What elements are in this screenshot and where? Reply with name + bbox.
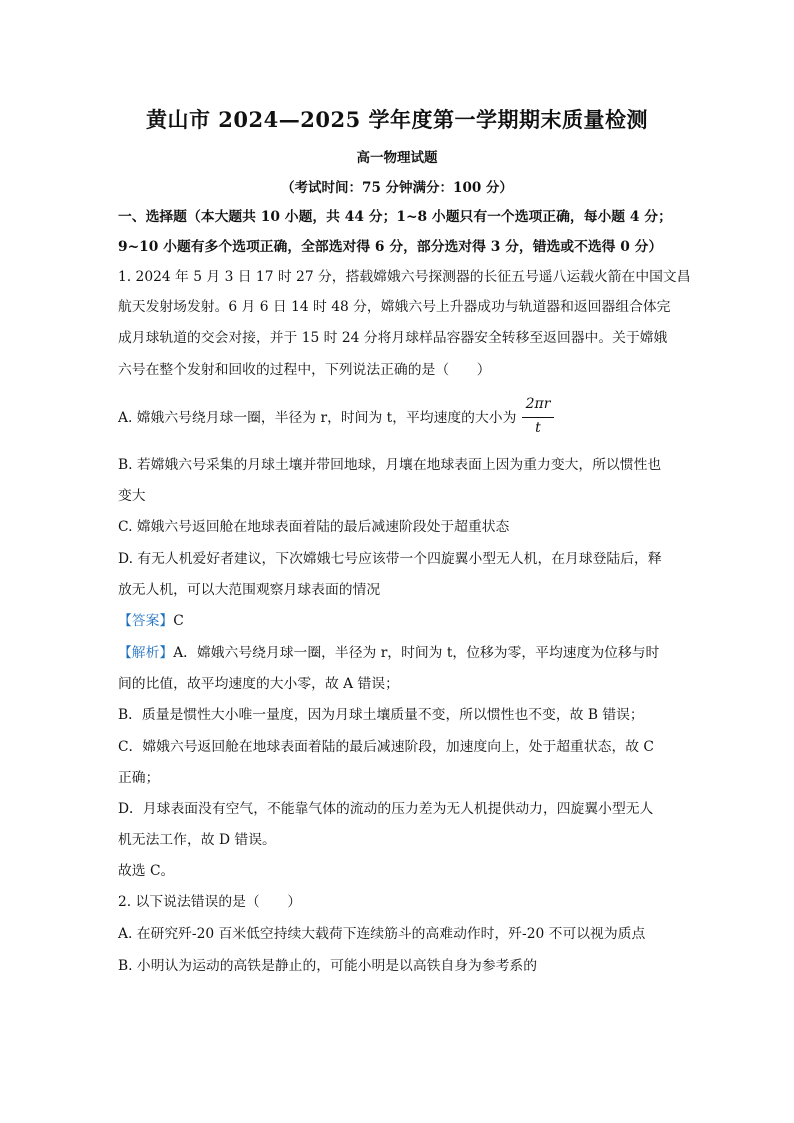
q1-analysis-line-2: 间的比值，故平均速度的大小零，故 A 错误； xyxy=(118,676,399,692)
q1-stem-line-1: 1. 2024 年 5 月 3 日 17 时 27 分，搭载嫦娥六号探测器的长征五号遥八运载火箭在中国文昌 xyxy=(118,269,691,285)
section-heading-line-1: 一、选择题（本大题共 10 小题，共 44 分；1~8 小题只有一个选项正确，每小题 4 分； xyxy=(118,209,672,225)
answer-value: C xyxy=(173,613,184,629)
q1-stem-line-2: 航天发射场发射。6 月 6 日 14 时 48 分，嫦娥六号上升器成功与轨道器和返回器组合体完 xyxy=(118,299,671,315)
analysis-tag: 【解析】 xyxy=(118,645,174,661)
q1-option-c: C. 嫦娥六号返回舱在地球表面着陆的最后减速阶段处于超重状态 xyxy=(118,519,510,535)
section-heading-line-2: 9~10 小题有多个选项正确，全部选对得 6 分，部分选对得 3 分，错选或不选得 0 分） xyxy=(118,239,663,255)
q1-analysis-line-8: 故选 C。 xyxy=(118,863,175,879)
q1-stem-line-4: 六号在整个发射和回收的过程中，下列说法正确的是（ ） xyxy=(118,362,491,378)
q2-stem: 2. 以下说法错误的是（ ） xyxy=(118,894,302,910)
page-title: 黄山市 2024—2025 学年度第一学期期末质量检测 xyxy=(145,107,648,132)
page-subtitle: 高一物理试题 xyxy=(356,150,438,166)
fraction-denominator: t xyxy=(535,420,541,436)
q1-analysis-line-5: 正确； xyxy=(118,770,160,786)
q2-option-b: B. 小明认为运动的高铁是静止的，可能小明是以高铁自身为参考系的 xyxy=(118,958,538,974)
answer-tag: 【答案】 xyxy=(118,613,174,629)
q1-analysis-line-4: C．嫦娥六号返回舱在地球表面着陆的最后减速阶段，加速度向上，处于超重状态，故 C xyxy=(118,739,654,755)
exam-info: （考试时间：75 分钟满分：100 分） xyxy=(281,180,513,196)
fraction-numerator: 2πr xyxy=(525,396,551,412)
q1-option-b-line-1: B. 若嫦娥六号采集的月球土壤并带回地球，月壤在地球表面上因为重力变大，所以惯性也 xyxy=(118,457,662,473)
q1-analysis-line-7: 机无法工作，故 D 错误。 xyxy=(118,832,276,848)
q1-option-d-line-2: 放无人机，可以大范围观察月球表面的情况 xyxy=(118,582,381,598)
q2-option-a: A. 在研究歼-20 百米低空持续大载荷下连续筋斗的高难动作时，歼-20 不可以视为质点 xyxy=(118,926,646,942)
q1-stem-line-3: 成月球轨道的交会对接，并于 15 时 24 分将月球样品容器安全转移至返回器中。关于嫦娥 xyxy=(118,330,668,346)
fraction-bar xyxy=(522,417,554,418)
q1-analysis-line-6: D．月球表面没有空气，不能靠气体的流动的压力差为无人机提供动力，四旋翼小型无人 xyxy=(118,801,654,817)
q1-analysis-line-1 xyxy=(118,643,678,663)
q1-answer xyxy=(118,611,678,631)
analysis-text: A．嫦娥六号绕月球一圈，半径为 r，时间为 t，位移为零，平均速度为位移与时 xyxy=(173,645,660,661)
q1-option-a: A. 嫦娥六号绕月球一圈，半径为 r，时间为 t，平均速度的大小为 xyxy=(118,410,517,426)
q1-option-d-line-1: D. 有无人机爱好者建议，下次嫦娥七号应该带一个四旋翼小型无人机，在月球登陆后，释 xyxy=(118,551,662,567)
q1-option-b-line-2: 变大 xyxy=(118,488,146,504)
q1-analysis-line-3: B．质量是惯性大小唯一量度，因为月球土壤质量不变，所以惯性也不变，故 B 错误； xyxy=(118,707,644,723)
